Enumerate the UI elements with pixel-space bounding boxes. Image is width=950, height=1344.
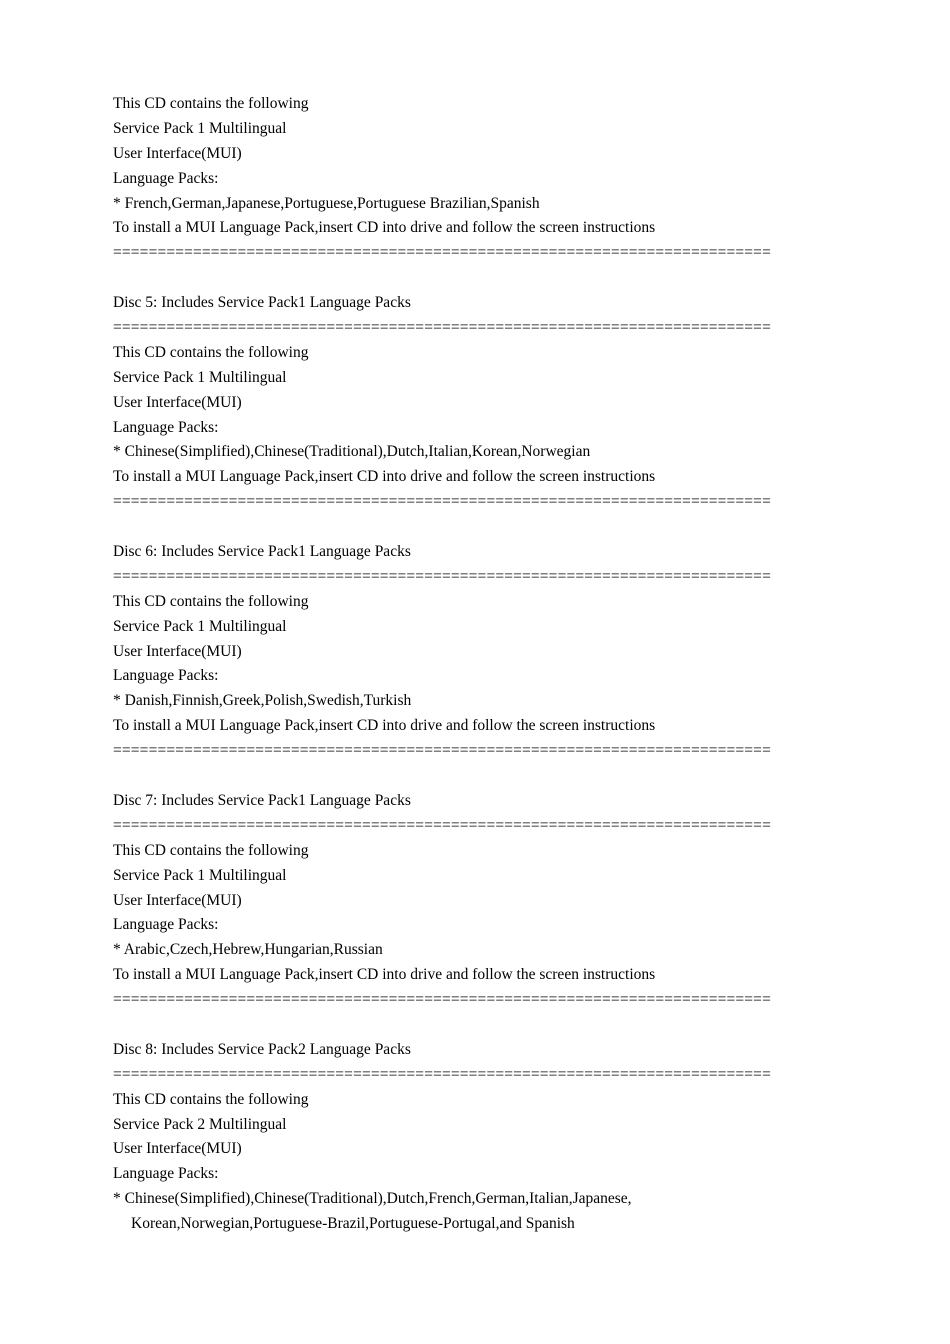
disc-heading: Disc 6: Includes Service Pack1 Language Packs [113, 543, 411, 561]
text-line: Service Pack 2 Multilingual [113, 1115, 287, 1133]
text-line: Service Pack 1 Multilingual [113, 617, 287, 635]
install-instruction: To install a MUI Language Pack,insert CD into drive and follow the screen instructions [113, 717, 656, 735]
text-line: Language Packs: [113, 418, 219, 436]
language-list: * Arabic,Czech,Hebrew,Hungarian,Russian [113, 941, 383, 959]
text-line: Language Packs: [113, 916, 219, 934]
language-list: * Chinese(Simplified),Chinese(Traditional),Dutch,Italian,Korean,Norwegian [113, 443, 591, 461]
text-line: User Interface(MUI) [113, 393, 242, 411]
disc-section-8 [113, 1038, 873, 1237]
install-instruction: To install a MUI Language Pack,insert CD into drive and follow the screen instructions [113, 966, 656, 984]
separator-line: ========================================================================== [113, 1065, 771, 1083]
language-list: * Danish,Finnish,Greek,Polish,Swedish,Turkish [113, 692, 412, 710]
separator-line: ========================================================================== [113, 244, 771, 262]
text-line: This CD contains the following [113, 343, 309, 361]
text-line: Language Packs: [113, 1165, 219, 1183]
blank-line [113, 1013, 873, 1038]
text-line: User Interface(MUI) [113, 642, 242, 660]
language-list: * French,German,Japanese,Portuguese,Portuguese Brazilian,Spanish [113, 194, 540, 212]
disc-section-6 [113, 540, 873, 764]
text-line: Language Packs: [113, 169, 219, 187]
text-line: Service Pack 1 Multilingual [113, 119, 287, 137]
separator-line: ========================================================================== [113, 567, 771, 585]
separator-line: ========================================================================== [113, 816, 771, 834]
text-line: This CD contains the following [113, 841, 309, 859]
separator-line: ========================================================================== [113, 493, 771, 511]
top-block [113, 92, 873, 266]
disc-heading: Disc 5: Includes Service Pack1 Language Packs [113, 294, 411, 312]
disc-heading: Disc 8: Includes Service Pack2 Language Packs [113, 1040, 411, 1058]
language-list-continued: Korean,Norwegian,Portuguese-Brazil,Portuguese-Portugal,and Spanish [131, 1215, 575, 1233]
disc-heading: Disc 7: Includes Service Pack1 Language Packs [113, 791, 411, 809]
blank-line [113, 266, 873, 291]
blank-line [113, 515, 873, 540]
text-line: Service Pack 1 Multilingual [113, 866, 287, 884]
text-line: User Interface(MUI) [113, 144, 242, 162]
text-line: Service Pack 1 Multilingual [113, 368, 287, 386]
install-instruction: To install a MUI Language Pack,insert CD into drive and follow the screen instructions [113, 219, 656, 237]
blank-line [113, 764, 873, 789]
language-list: * Chinese(Simplified),Chinese(Traditional),Dutch,French,German,Italian,Japanese, [113, 1190, 632, 1208]
text-line: User Interface(MUI) [113, 891, 242, 909]
text-line: User Interface(MUI) [113, 1140, 242, 1158]
text-line: This CD contains the following [113, 592, 309, 610]
disc-section-7 [113, 789, 873, 1013]
separator-line: ========================================================================== [113, 319, 771, 337]
text-line: This CD contains the following [113, 95, 309, 112]
disc-section-5 [113, 291, 873, 515]
separator-line: ========================================================================== [113, 991, 771, 1009]
text-line: This CD contains the following [113, 1090, 309, 1108]
text-line: Language Packs: [113, 667, 219, 685]
separator-line: ========================================================================== [113, 742, 771, 760]
document-page [113, 92, 873, 1237]
install-instruction: To install a MUI Language Pack,insert CD into drive and follow the screen instructions [113, 468, 656, 486]
